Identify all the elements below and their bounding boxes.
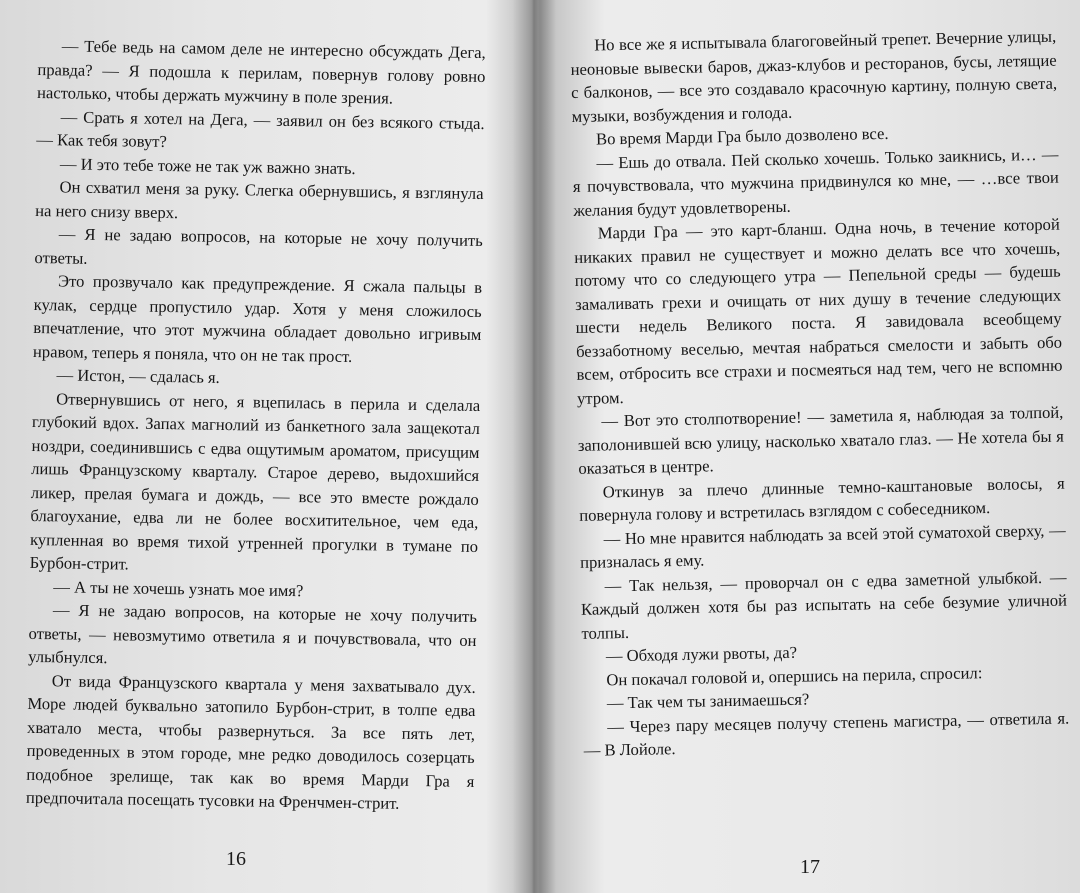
- paragraph: Во время Марди Гра было дозволено все.: [595, 123, 889, 149]
- paragraph: — А ты не хочешь узнать мое имя?: [53, 576, 304, 600]
- paragraph: — Я не задаю вопросов, на которые не хочу получить ответы.: [34, 224, 483, 268]
- paragraph: Это прозвучало как предупреждение. Я сжала пальцы в кулак, сердце пропустило удар. Хотя у меня сложилось впечатление, что этот мужчина обладает довольно игривым нравом, теперь я поняла, что он не так прост.: [32, 271, 483, 366]
- paragraph: — Вот это столпотворение! — заметила я, наблюдая за толпой, заполонившей всю улицу, насколько хватало глаз. — Не хотела бы я оказаться в центре.: [577, 402, 1064, 478]
- right-page: [532, 0, 1080, 893]
- paragraph: — Обходя лужи рвоты, да?: [605, 642, 798, 666]
- paragraph: — Ешь до отвала. Пей сколько хочешь. Только заикнись, и… — я почувствовала, что мужчина придвинулся ко мне, — …все твои желания будут удовлетворены.: [572, 144, 1060, 220]
- paragraph: — Тебе ведь на самом деле не интересно обсуждать Дега, правда? — Я подошла к перилам, повернув голову ровно настолько, чтобы держать мужчину в поле зрения.: [36, 36, 486, 108]
- paragraph: — Срать я хотел на Дега, — заявил он без всякого стыда. — Как тебя зовут?: [36, 106, 485, 152]
- page-number-right: 17: [800, 856, 820, 878]
- paragraph: — Так нельзя, — проворчал он с едва заметной улыбкой. — Каждый должен хотя бы раз испытать на себе безумие уличной толпы.: [580, 567, 1068, 643]
- paragraph: — Я не задаю вопросов, на которые не хочу получить ответы, — невозмутимо ответила я и почувствовала, что он улыбнулся.: [28, 600, 478, 668]
- paragraph: Марди Гра — это карт-бланш. Одна ночь, в течение которой никаких правил не существует и можно делать все что хочешь, потому что со следующего утра — Пепельной среды — будешь замаливать грехи и очищать от них душу в течение следующих шести недель Великого поста. Я завидовала всеобщему беззаботному веселью, мечтая набраться смелости и забыть обо всем, отбросить все страхи и посмеяться над тем, чего не вспомню утром.: [574, 214, 1063, 408]
- page-number-left: 16: [226, 848, 246, 870]
- paragraph: Откинув за плечо длинные темно-каштановые волосы, я повернула голову и встретилась взглядом с собеседником.: [579, 473, 1065, 525]
- paragraph: От вида Французского квартала у меня захватывало дух. Море людей буквально затопило Бурбон-стрит, в толпе едва хватало места, чтобы развернуться. За все пять лет, проведенных в этом городе, мне редко доводилось созерцать подобное зрелище, так как во время Марди Гра я предпочитала посещать тусовки на Френчмен-стрит.: [25, 670, 476, 813]
- paragraph: — Через пару месяцев получу степень магистра, — ответила я. — В Лойоле.: [583, 708, 1070, 760]
- paragraph: Он покачал головой и, опершись на перила, спросил:: [606, 662, 983, 689]
- right-page-text: [570, 25, 1070, 763]
- paragraph: — Так чем ты занимаешься?: [606, 689, 810, 713]
- paragraph: Но все же я испытывала благоговейный трепет. Вечерние улицы, неоновые вывески баров, джаз-клубов и ресторанов, бусы, летящие с балконов, — все это создавало красочную картину, полную света, музыки, возбуждения и голода.: [570, 26, 1058, 126]
- paragraph: — Истон, — сдалась я.: [56, 365, 220, 387]
- paragraph: Он схватил меня за руку. Слегка обернувшись, я взглянула на него снизу вверх.: [35, 177, 484, 222]
- left-page-text: [26, 34, 486, 816]
- paragraph: Отвернувшись от него, я вцепилась в перила и сделала глубокий вдох. Запах магнолий из банкетного зала защекотал ноздри, соединившись с едва ощутимым ароматом, присущим лишь Французскому кварталу. Старое дерево, выдохшийся ликер, прелая бумага и дождь, — все это вместе рождало благоухание, едва ли не более восхитительное, чем еда, купленная во время тихой утренней прогулки в тумане по Бурбон-стрит.: [29, 388, 481, 574]
- paragraph: — И это тебе тоже не так уж важно знать.: [59, 153, 356, 178]
- left-page: [0, 0, 530, 893]
- paragraph: — Но мне нравится наблюдать за всей этой суматохой сверху, — призналась я ему.: [579, 520, 1066, 572]
